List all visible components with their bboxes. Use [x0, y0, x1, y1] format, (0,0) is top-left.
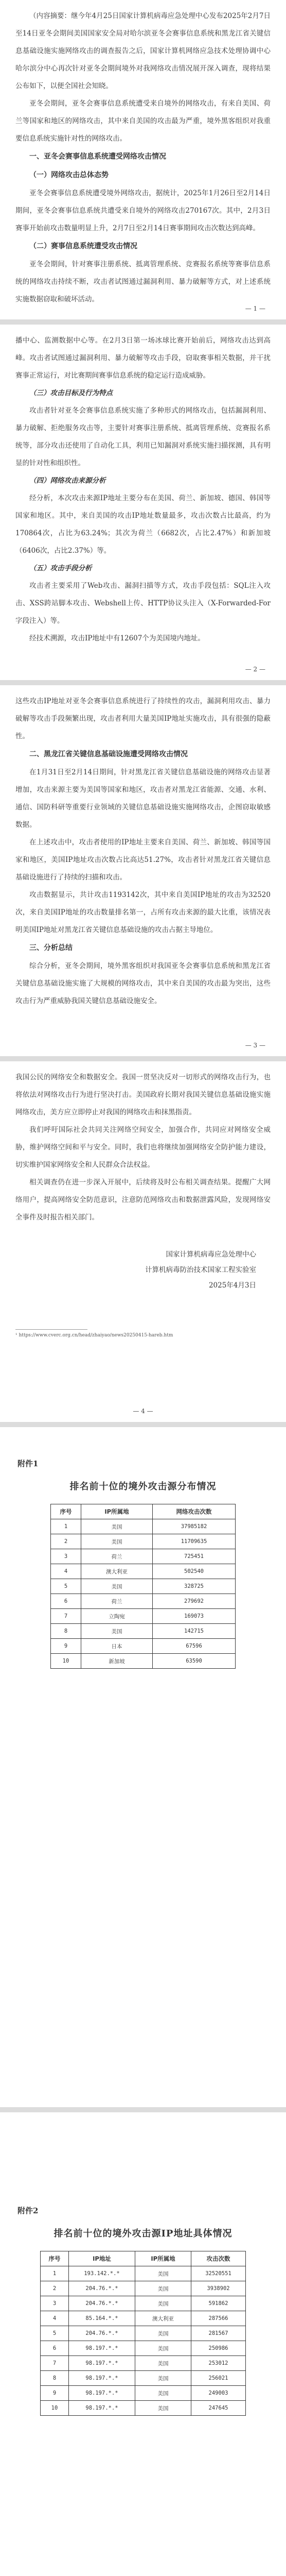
body-paragraph: 相关调查仍在进一步深入开展中，后续将及时公布相关调查结果。提醒广大网络用户，提高网络安全防范意识，注意防范网络攻击和数据泄露风险，发现网络安全事件及时报告相关部门。	[15, 1178, 271, 1222]
table-cell: 美国	[135, 2371, 191, 2386]
table-cell: 250986	[191, 2341, 246, 2356]
table-cell: 32520551	[191, 2266, 246, 2281]
table-cell: 5	[51, 1579, 81, 1594]
table-cell: 63590	[153, 1654, 236, 1669]
page-number: — 4 —	[133, 1408, 153, 1415]
table-cell: 美国	[81, 1534, 153, 1549]
table-cell: 荷兰	[81, 1594, 153, 1609]
table-cell: 日本	[81, 1639, 153, 1654]
table-cell: 204.76.*.*	[69, 2281, 135, 2296]
table-row	[51, 1519, 236, 1534]
table-cell: 11709635	[153, 1534, 236, 1549]
table-cell: 7	[41, 2356, 69, 2371]
annex-label: 附件1	[17, 1459, 39, 1468]
col-header-count: 攻击次数	[191, 2251, 246, 2266]
table-cell: 3	[51, 1549, 81, 1564]
table-cell: 502540	[153, 1564, 236, 1579]
table-cell: 98.197.*.*	[69, 2371, 135, 2386]
table-cell: 3	[41, 2296, 69, 2311]
body-paragraph: 攻击数据显示，共计攻击1193142次，其中来自美国IP地址的攻击为32520次，来自美国IP地址的攻击数量排名第一，占所有攻击来源的最大比重，该情况表明美国IP地址对黑龙江省关键信息基础设施的攻击占据主导地位。	[15, 891, 271, 934]
table-cell: 6	[51, 1594, 81, 1609]
table-cell: 256021	[191, 2371, 246, 2386]
table-cell: 142715	[153, 1624, 236, 1639]
col-header-index: 序号	[51, 1504, 81, 1519]
page-number: — 3 —	[245, 1042, 265, 1049]
table-cell: 249003	[191, 2386, 246, 2401]
table-cell: 1	[41, 2266, 69, 2281]
col-header-location: IP所属地	[135, 2251, 191, 2266]
table-cell: 281567	[191, 2326, 246, 2341]
attack-ip-table	[40, 2251, 246, 2416]
table-cell: 美国	[135, 2401, 191, 2416]
footnote: ¹ https://www.cverc.org.cn/head/zhaiyao/news20250415-hareb.htm	[15, 1333, 173, 1338]
table-cell: 591862	[191, 2296, 246, 2311]
body-paragraph: 亚冬会赛事信息系统遭受境外网络攻击，据统计，2025年1月26日至2月14日期间，亚冬会赛事信息系统共遭受来自境外的网络攻击270167次。其中，2月3日赛事开始前攻击数量明显上升，2月7日至2月14日赛事期间攻击次数达到高峰。	[15, 189, 271, 232]
table-cell: 98.197.*.*	[69, 2341, 135, 2356]
table-cell: 328725	[153, 1579, 236, 1594]
table-cell: 4	[41, 2311, 69, 2326]
table-body	[51, 1519, 236, 1669]
body-paragraph: 综合分析，亚冬会期间，境外黑客组织对我国亚冬会赛事信息系统和黑龙江省关键信息基础设施实施了大规模的网络攻击，其中来自美国的攻击最为突出，这些攻击行为严重威胁我国关键信息基础设施安全。	[15, 962, 271, 1005]
signature-lab: 计算机病毒防治技术国家工程实验室	[145, 1266, 256, 1274]
table-cell: 98.197.*.*	[69, 2386, 135, 2401]
table-row	[51, 1654, 236, 1669]
table-cell: 279692	[153, 1594, 236, 1609]
page-number: — 1 —	[245, 305, 265, 312]
table-cell: 2	[41, 2281, 69, 2296]
table-cell: 98.197.*.*	[69, 2356, 135, 2371]
table-cell: 4	[51, 1564, 81, 1579]
table-cell: 5	[41, 2326, 69, 2341]
table-row	[51, 1534, 236, 1549]
table-cell: 美国	[135, 2386, 191, 2401]
table-cell: 169073	[153, 1609, 236, 1624]
table-header-row	[41, 2251, 246, 2266]
table-cell: 8	[41, 2371, 69, 2386]
body-paragraph: 经技术溯源，攻击IP地址中有12607个为美国境内地址。	[29, 634, 205, 642]
table-cell: 澳大利亚	[135, 2311, 191, 2326]
table-row	[51, 1639, 236, 1654]
table-cell: 美国	[135, 2281, 191, 2296]
table-cell: 9	[41, 2386, 69, 2401]
section-heading: 一、亚冬会赛事信息系统遭受网络攻击情况	[29, 152, 166, 161]
table-cell: 立陶宛	[81, 1609, 153, 1624]
table-cell: 37985182	[153, 1519, 236, 1534]
footnote-divider	[15, 1329, 87, 1330]
table-cell: 287566	[191, 2311, 246, 2326]
body-paragraph: 亚冬会期间，针对赛事注册系统、抵离管理系统、竞赛报名系统等赛事信息系统的网络攻击持续不断，攻击者试图通过漏洞利用、暴力破解等方式，对上述系统实施数据窃取和破坏活动。	[15, 260, 271, 303]
table-row	[41, 2386, 246, 2401]
subsection-heading: （三）攻击目标及行为特点	[29, 389, 113, 397]
subsection-heading: （五）攻击手段分析	[29, 564, 92, 572]
document-page-2	[0, 325, 286, 680]
table-header-row	[51, 1504, 236, 1519]
table-cell: 204.76.*.*	[69, 2296, 135, 2311]
table-cell: 1	[51, 1519, 81, 1534]
body-paragraph: 在1月31日至2月14日期间，针对黑龙江省关键信息基础设施的网络攻击显著增加，攻击来源主要为美国等国家和地区，攻击者对黑龙江省能源、交通、水利、通信、国防科研等重要行业领域的关键信息基础设施实施网络攻击，企图窃取敏感数据。	[15, 768, 271, 829]
table-title: 排名前十位的境外攻击源IP地址具体情况	[53, 2228, 233, 2239]
col-header-count: 网络攻击次数	[153, 1504, 236, 1519]
section-heading: 三、分析总结	[29, 944, 73, 952]
table-row	[41, 2326, 246, 2341]
table-row	[41, 2371, 246, 2386]
table-row	[41, 2401, 246, 2416]
table-cell: 7	[51, 1609, 81, 1624]
table-cell: 6	[41, 2341, 69, 2356]
body-paragraph: 攻击者主要采用了Web攻击、漏洞扫描等方式，攻击手段包括：SQL注入攻击、XSS跨站脚本攻击、Webshell上传、HTTP协议头注入（X-Forwarded-For字段注入）等。	[15, 582, 271, 625]
annex-label: 附件2	[17, 2206, 39, 2215]
table-row	[41, 2356, 246, 2371]
document-page-4	[0, 1061, 286, 1422]
body-paragraph: 这些攻击IP地址对亚冬会赛事信息系统进行了持续性的攻击，漏洞利用攻击、暴力破解等攻击手段频繁出现，攻击者利用大量美国IP地址实施攻击，具有很强的隐蔽性。	[15, 697, 271, 740]
table-cell: 10	[51, 1654, 81, 1669]
table-row	[51, 1594, 236, 1609]
table-body	[41, 2266, 246, 2416]
table-row	[41, 2281, 246, 2296]
table-title: 排名前十位的境外攻击源分布情况	[69, 1481, 217, 1492]
document-page-1	[0, 0, 286, 319]
body-paragraph: 攻击者针对亚冬会赛事信息系统实施了多种形式的网络攻击，包括漏洞利用、暴力破解、拒绝服务攻击等，主要针对赛事注册系统、抵离管理系统、竞赛报名系统等，部分攻击还使用了自动化工具，利用已知漏洞对系统实施扫描探测，具有明显的针对性和组织性。	[15, 406, 271, 467]
table-cell: 美国	[135, 2326, 191, 2341]
body-paragraph: 在上述攻击中，攻击者使用的IP地址主要来自美国、荷兰、新加坡、韩国等国家和地区，美国IP地址攻击次数占比高达51.27%，攻击者针对黑龙江省关键信息基础设施进行了持续的扫描和攻击。	[15, 838, 271, 882]
table-cell: 美国	[135, 2296, 191, 2311]
col-header-location: IP所属地	[81, 1504, 153, 1519]
table-row	[51, 1609, 236, 1624]
abstract-paragraph: （内容摘要：继今年4月25日国家计算机病毒应急处理中心发布2025年2月7日至14日亚冬会期间美国国家安全局对哈尔滨亚冬会赛事信息系统和黑龙江省关键信息基础设施实施网络攻击的调查报告之后，国家计算机网络应急技术处理协调中心哈尔滨分中心再次针对亚冬会期间境外对我网络攻击情况展开深入调查，现将结果公布如下，以便全国社会知晓。	[15, 12, 271, 90]
annex-page-1	[0, 1427, 286, 2107]
table-cell: 85.164.*.*	[69, 2311, 135, 2326]
table-row	[41, 2296, 246, 2311]
table-cell: 247645	[191, 2401, 246, 2416]
table-cell: 253012	[191, 2356, 246, 2371]
table-cell: 美国	[135, 2266, 191, 2281]
table-row	[41, 2311, 246, 2326]
table-cell: 3938902	[191, 2281, 246, 2296]
col-header-ip: IP地址	[69, 2251, 135, 2266]
table-cell: 98.197.*.*	[69, 2401, 135, 2416]
table-row	[51, 1564, 236, 1579]
table-row	[41, 2266, 246, 2281]
table-cell: 8	[51, 1624, 81, 1639]
page-number: — 2 —	[245, 666, 265, 673]
table-cell: 荷兰	[81, 1549, 153, 1564]
body-paragraph: 播中心、监测数据中心等。在2月3日第一场冰球比赛开始前后，网络攻击达到高峰。攻击者试图通过漏洞利用、暴力破解等攻击手段，窃取赛事相关数据，并干扰赛事正常运行，对比赛期间赛事信息系统的稳定运行造成威胁。	[15, 336, 271, 380]
section-heading: 二、黑龙江省关键信息基础设施遭受网络攻击情况	[29, 750, 188, 758]
table-cell: 新加坡	[81, 1654, 153, 1669]
body-paragraph: 我国公民的网络安全和数据安全。我国一贯坚决反对一切形式的网络攻击行为，也将依法对网络攻击行为进行坚决打击。美国政府长期对我国关键信息基础设施实施网络攻击，美方应立即停止对我国的网络攻击和抹黑指责。	[15, 1073, 271, 1116]
subsection-heading: （四）网络攻击来源分析	[29, 477, 106, 485]
table-row	[41, 2341, 246, 2356]
col-header-index: 序号	[41, 2251, 69, 2266]
table-cell: 美国	[135, 2341, 191, 2356]
table-cell: 美国	[81, 1519, 153, 1534]
signature-org: 国家计算机病毒应急处理中心	[166, 1250, 256, 1259]
table-cell: 204.76.*.*	[69, 2326, 135, 2341]
table-cell: 2	[51, 1534, 81, 1549]
table-row	[51, 1624, 236, 1639]
table-cell: 美国	[81, 1624, 153, 1639]
table-cell: 美国	[81, 1579, 153, 1594]
table-cell: 美国	[135, 2356, 191, 2371]
subsection-heading: （二）赛事信息系统遭受攻击情况	[29, 242, 137, 250]
signature-date: 2025年4月3日	[208, 1281, 256, 1290]
body-paragraph: 亚冬会期间，亚冬会赛事信息系统遭受来自境外的网络攻击，有来自美国、荷兰等国家和地区的网络攻击，其中来自美国的攻击最为严重，境外黑客组织对我重要信息系统实施针对性的网络攻击。	[15, 99, 271, 143]
table-cell: 193.142.*.*	[69, 2266, 135, 2281]
body-paragraph: 经分析，本次攻击来源IP地址主要分布在美国、荷兰、新加坡、德国、韩国等国家和地区。其中，来自美国的攻击IP地址数量最多，攻击次数占比最高，约为170864次，占比为63.24%；其次为荷兰（6682次，占比2.47%）和新加坡（6406次，占比2.37%）等。	[15, 494, 271, 555]
table-cell: 725451	[153, 1549, 236, 1564]
annex-page-2	[0, 2112, 286, 2576]
attack-source-table	[50, 1504, 236, 1669]
table-cell: 10	[41, 2401, 69, 2416]
table-cell: 9	[51, 1639, 81, 1654]
table-cell: 67596	[153, 1639, 236, 1654]
table-row	[51, 1579, 236, 1594]
table-row	[51, 1549, 236, 1564]
subsection-heading: （一）网络攻击总体态势	[29, 171, 109, 179]
table-cell: 澳大利亚	[81, 1564, 153, 1579]
body-paragraph: 我们呼吁国际社会共同关注网络空间安全，加强合作，共同应对网络安全威胁，维护网络空间和平与安全。同时，我们也将继续加强网络安全防护能力建设，切实维护国家网络安全和人民群众合法权益。	[15, 1126, 271, 1169]
document-page-3	[0, 685, 286, 1056]
